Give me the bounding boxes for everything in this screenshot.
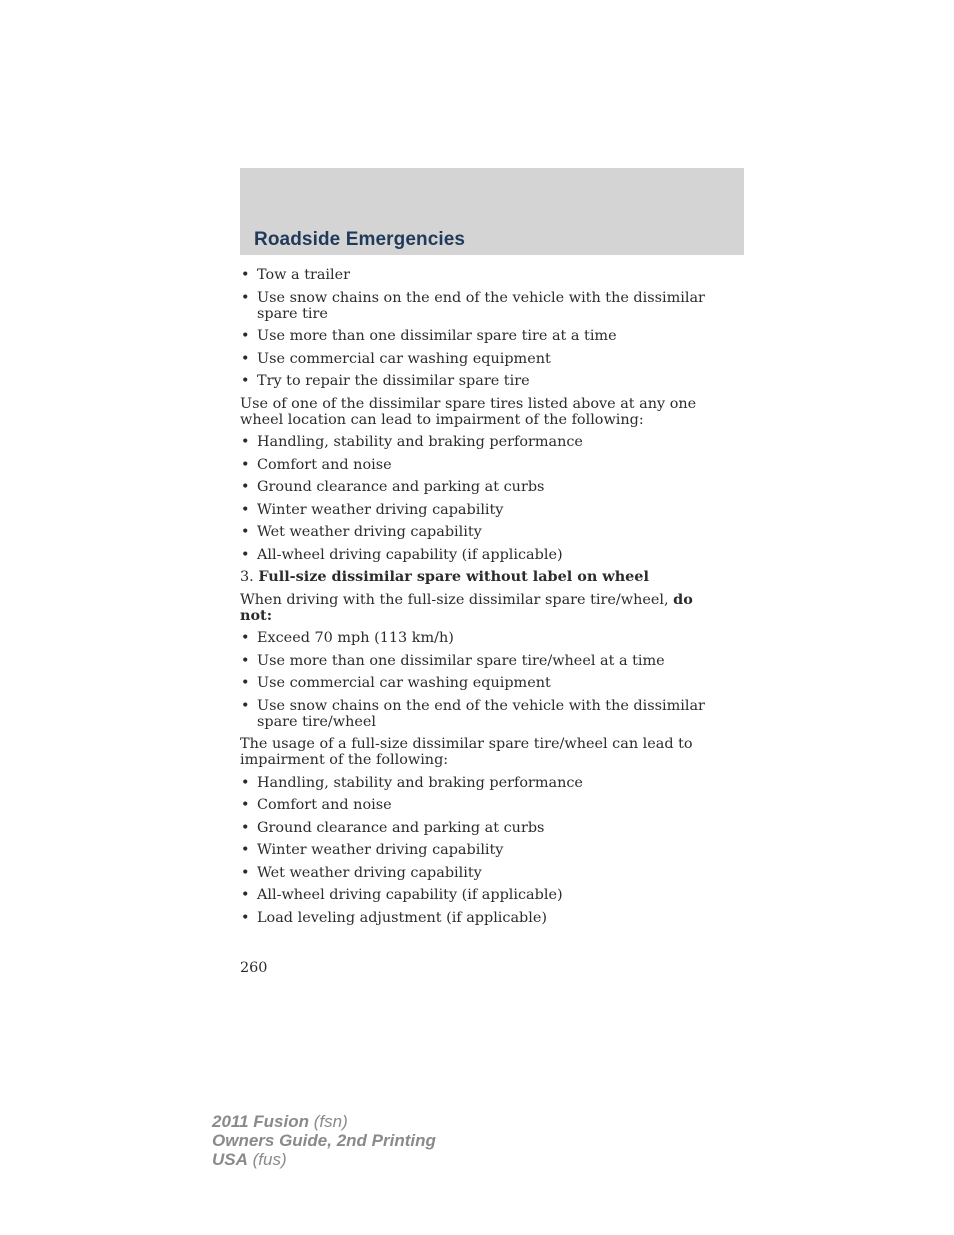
bullet-list-impairments: [240, 434, 725, 563]
footer-line-guide: Owners Guide, 2nd Printing: [212, 1131, 436, 1150]
paragraph-full-size-impairment: The usage of a full-size dissimilar spare tire/wheel can lead to impairment of the following:: [240, 736, 693, 768]
list-item: • Try to repair the dissimilar spare tire: [240, 373, 725, 389]
bullet-list-dissimilar-spare-do-not: [240, 267, 725, 389]
paragraph-full-size-warning: [240, 592, 725, 624]
bullet-list-full-size-impairments: [240, 775, 725, 926]
list-item: • Handling, stability and braking performance: [240, 434, 725, 450]
list-item: • Tow a trailer: [240, 267, 725, 283]
list-item: • Ground clearance and parking at curbs: [240, 479, 725, 495]
list-item: • Use snow chains on the end of the vehicle with the dissimilar spare tire: [240, 290, 725, 322]
paragraph-text: When driving with the full-size dissimilar spare tire/wheel,: [240, 591, 669, 608]
list-item: • Ground clearance and parking at curbs: [240, 820, 725, 836]
page-content: [240, 267, 725, 932]
list-item: • Handling, stability and braking performance: [240, 775, 725, 791]
item-heading: Full-size dissimilar spare without label on wheel: [258, 568, 649, 585]
section-header-band: [240, 168, 744, 255]
footer-region-code: (fus): [252, 1150, 287, 1169]
footer-line-model: [212, 1112, 436, 1131]
list-item: • Wet weather driving capability: [240, 524, 725, 540]
list-item: • Use commercial car washing equipment: [240, 351, 725, 367]
list-item: • All-wheel driving capability (if applicable): [240, 547, 725, 563]
bullet-list-full-size-do-not: [240, 630, 725, 730]
paragraph-impairment-intro: Use of one of the dissimilar spare tires listed above at any one wheel location can lead to impairment of the following:: [240, 395, 697, 428]
list-item: • Use commercial car washing equipment: [240, 675, 725, 691]
list-item: • Use more than one dissimilar spare tire at a time: [240, 328, 725, 344]
footer-model: 2011 Fusion: [212, 1112, 309, 1131]
item-number: 3.: [240, 569, 254, 585]
list-item: • Wet weather driving capability: [240, 865, 725, 881]
list-item: • Winter weather driving capability: [240, 842, 725, 858]
paragraph-emphasis: do not:: [240, 590, 693, 624]
list-item: • All-wheel driving capability (if applicable): [240, 887, 725, 903]
list-item: • Comfort and noise: [240, 457, 725, 473]
list-item: • Use more than one dissimilar spare tire/wheel at a time: [240, 653, 725, 669]
list-item: • Exceed 70 mph (113 km/h): [240, 630, 725, 646]
footer-line-region: [212, 1150, 436, 1169]
list-item: • Load leveling adjustment (if applicable): [240, 910, 725, 926]
footer-model-code: (fsn): [313, 1112, 348, 1131]
page-number: 260: [240, 960, 268, 976]
document-footer: [212, 1112, 436, 1169]
footer-region: USA: [212, 1150, 248, 1169]
numbered-heading-3: [240, 569, 725, 585]
section-title: Roadside Emergencies: [254, 229, 466, 250]
list-item: • Use snow chains on the end of the vehicle with the dissimilar spare tire/wheel: [240, 698, 725, 730]
list-item: • Winter weather driving capability: [240, 502, 725, 518]
list-item: • Comfort and noise: [240, 797, 725, 813]
